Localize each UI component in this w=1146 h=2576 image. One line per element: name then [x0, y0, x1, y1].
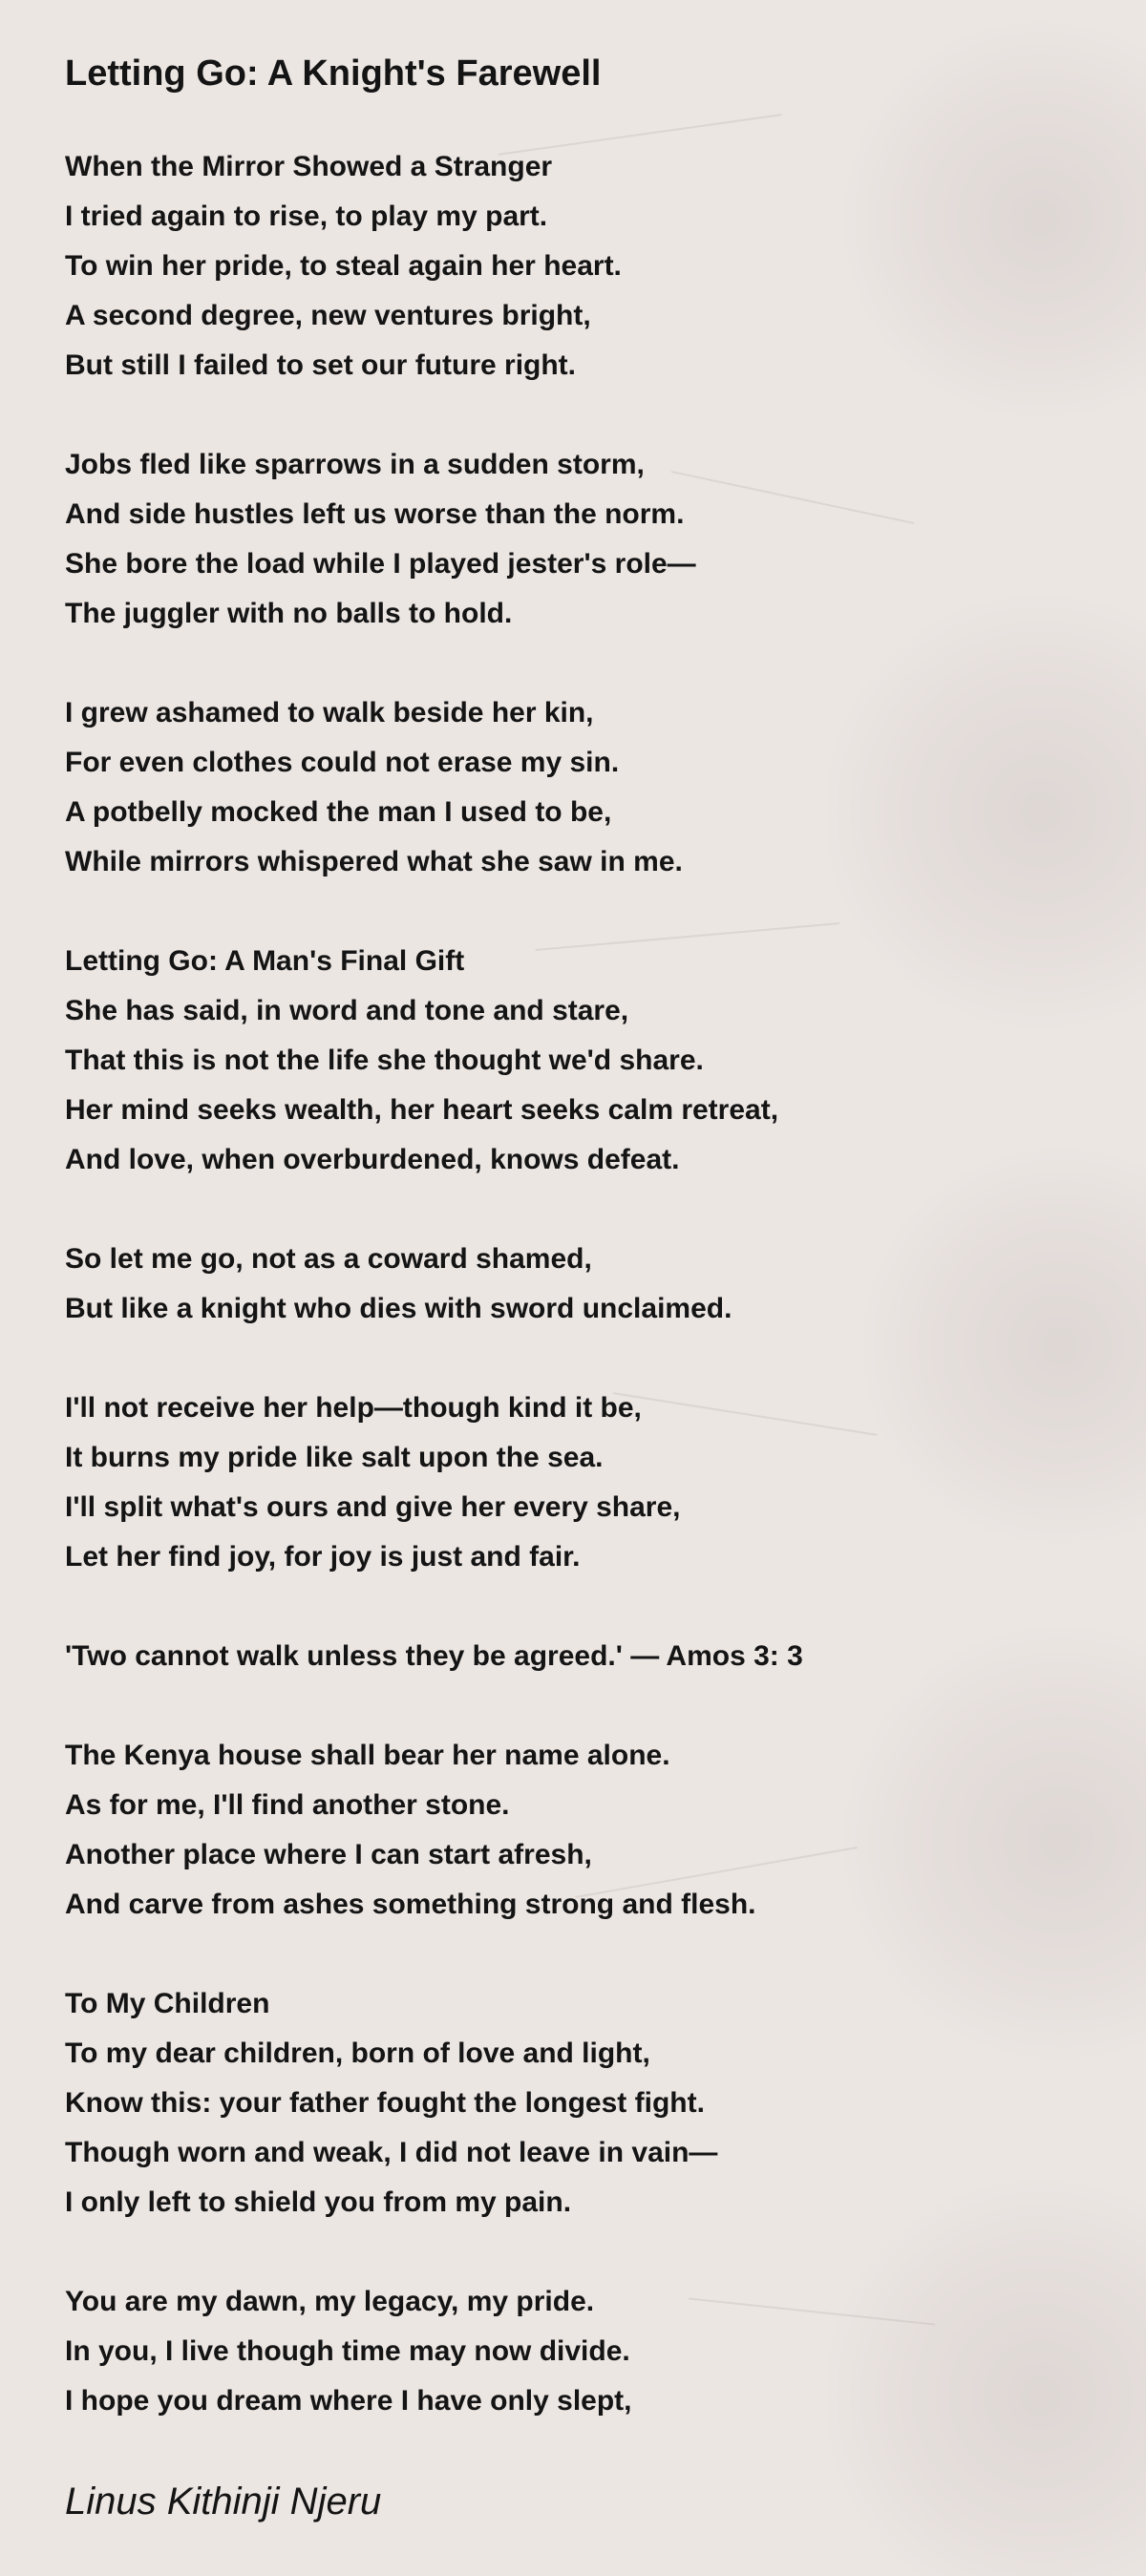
poem-line: And side hustles left us worse than the norm. — [65, 498, 685, 530]
poem-author: Linus Kithinji Njeru — [65, 2481, 382, 2523]
poem-line: The Kenya house shall bear her name alone. — [65, 1740, 670, 1771]
poem-line: In you, I live though time may now divide. — [65, 2335, 630, 2367]
poem-line: The juggler with no balls to hold. — [65, 598, 513, 629]
poem-line: For even clothes could not erase my sin. — [65, 747, 620, 778]
poem-line: Let her find joy, for joy is just and fair. — [65, 1541, 581, 1573]
poem-stanza — [65, 1235, 1087, 1334]
poem-stanza — [65, 440, 1087, 639]
poem-line: Her mind seeks wealth, her heart seeks calm retreat, — [65, 1094, 779, 1126]
poem-line: I tried again to rise, to play my part. — [65, 201, 548, 232]
poem-line: 'Two cannot walk unless they be agreed.' — Amos 3: 3 — [65, 1640, 803, 1672]
poem-line: You are my dawn, my legacy, my pride. — [65, 2286, 595, 2317]
poem-stanza — [65, 142, 1087, 391]
poem-line: But like a knight who dies with sword unclaimed. — [65, 1293, 732, 1324]
poem-stanza — [65, 1383, 1087, 1582]
poem-line: Know this: your father fought the longest fight. — [65, 2087, 705, 2119]
poem-body — [65, 142, 1087, 2426]
poem-line: She bore the load while I played jester's role— — [65, 548, 696, 580]
poem-stanza — [65, 2277, 1087, 2426]
poem-line: A second degree, new ventures bright, — [65, 300, 591, 331]
poem-line: I'll split what's ours and give her every share, — [65, 1491, 681, 1523]
poem-line: I hope you dream where I have only slept, — [65, 2385, 632, 2417]
poem-stanza — [65, 688, 1087, 887]
poem-line: And carve from ashes something strong and flesh. — [65, 1889, 756, 1920]
poem-line: I only left to shield you from my pain. — [65, 2186, 572, 2218]
poem-line: And love, when overburdened, knows defeat. — [65, 1144, 680, 1175]
poem-line: As for me, I'll find another stone. — [65, 1789, 510, 1821]
poem-stanza — [65, 937, 1087, 1185]
poem-title: Letting Go: A Knight's Farewell — [65, 53, 602, 94]
poem-line: Another place where I can start afresh, — [65, 1839, 592, 1870]
poem-line: I grew ashamed to walk beside her kin, — [65, 697, 594, 728]
poem-line: A potbelly mocked the man I used to be, — [65, 796, 612, 828]
poem-line: To my dear children, born of love and light, — [65, 2038, 650, 2069]
poem-line: But still I failed to set our future right. — [65, 349, 577, 381]
poem-line: Jobs fled like sparrows in a sudden storm, — [65, 449, 645, 480]
poem-line: To win her pride, to steal again her heart. — [65, 250, 622, 282]
poem-stanza — [65, 1632, 1087, 1681]
poem-line: To My Children — [65, 1988, 270, 2019]
poem-line: While mirrors whispered what she saw in me. — [65, 846, 683, 877]
poem-line: When the Mirror Showed a Stranger — [65, 151, 553, 182]
poem-line: She has said, in word and tone and stare, — [65, 995, 629, 1026]
poem-stanza — [65, 1979, 1087, 2228]
poem-line: It burns my pride like salt upon the sea. — [65, 1442, 604, 1473]
poem-line: Letting Go: A Man's Final Gift — [65, 945, 465, 977]
poem-line: I'll not receive her help—though kind it be, — [65, 1392, 642, 1424]
poem-line: Though worn and weak, I did not leave in vain— — [65, 2137, 718, 2168]
poem-stanza — [65, 1731, 1087, 1930]
poem-line: That this is not the life she thought we'd share. — [65, 1045, 704, 1076]
poem-line: So let me go, not as a coward shamed, — [65, 1243, 592, 1275]
